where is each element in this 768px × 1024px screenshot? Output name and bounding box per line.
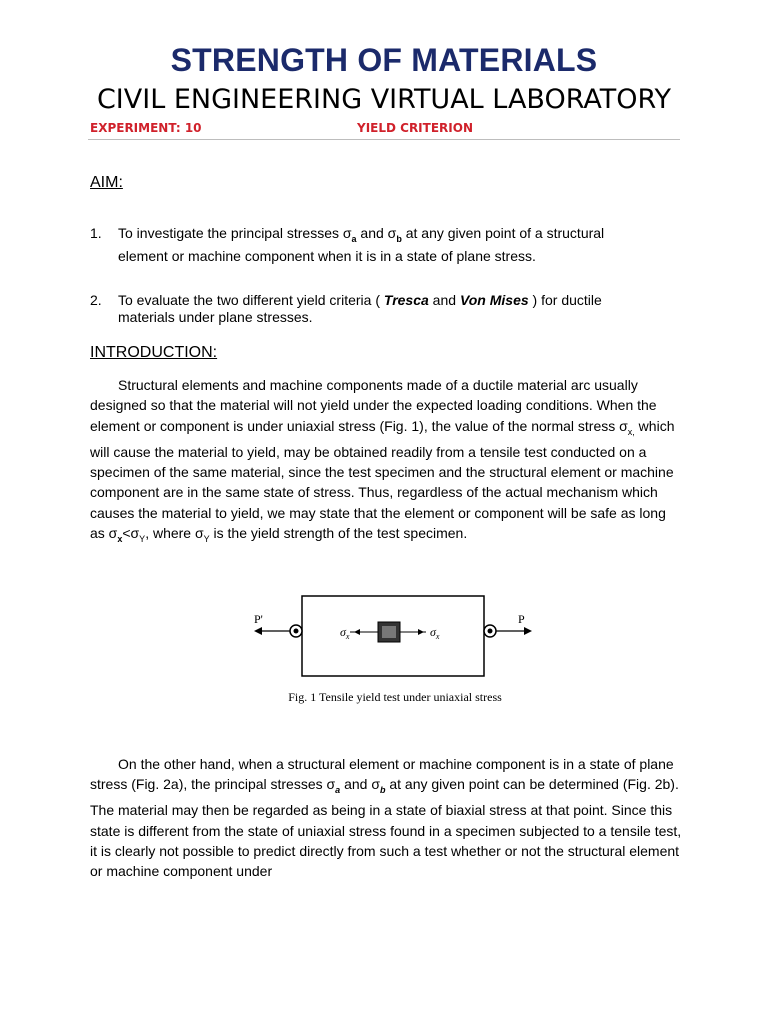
load-label-right: P xyxy=(518,612,525,626)
aim-item-number: 2. xyxy=(90,292,102,308)
aim-heading: AIM: xyxy=(90,174,123,191)
document-subtitle: CIVIL ENGINEERING VIRTUAL LABORATORY xyxy=(96,84,672,115)
load-label-left: P' xyxy=(254,612,263,626)
header-divider xyxy=(88,139,680,140)
document-title: STRENGTH OF MATERIALS xyxy=(170,42,598,78)
aim-item-2 xyxy=(90,292,650,326)
aim-item-text: To investigate the principal stresses $\sigma_a$ and $\sigma_b$ at any given point of a structural element or machine component when it is in a state of plane stress. xyxy=(118,225,605,264)
intro-paragraph-1: Structural elements and machine components made of a ductile material arc usually designed so that the material will not yield under the expected loading conditions. When the element or component is under uniaxial stress (Fig. 1), the value of the normal stress $\sigma_{x,}$ which will cause the material to yield, may be obtained readily from a tensile test conducted on a specimen of the same material, since the test specimen and the structural element or machine component are in the same state of stress. Thus, regardless of the actual mechanism which causes the material to yield, we may state that the element or component will be safe as long as $\sigma_x<\sigma_Y$, where $\sigma_Y$ is the yield strength of the test specimen. xyxy=(90,377,675,544)
aim-item-number: 1. xyxy=(90,225,102,241)
introduction-heading: INTRODUCTION: xyxy=(90,344,218,361)
figure-1-caption: Fig. 1 Tensile yield test under uniaxial stress xyxy=(288,690,502,704)
aim-item-text: To evaluate the two different yield criteria ( Tresca and Von Mises ) for ductile materials under plane stresses. xyxy=(118,292,602,325)
intro-paragraph-2: On the other hand, when a structural element or machine component is in a state of plane stress (Fig. 2a), the principal stresses $\sigma_a$ and $\sigma_b$ at any given point can be determined (Fig. 2b). The material may then be regarded as being in a state of biaxial stress at that point. Since this state is different from the state of uniaxial stress found in a specimen subjected to a tensile test, it is clearly not possible to predict directly from such a test whether or not the structural element or machine component under xyxy=(90,756,682,880)
experiment-topic: YIELD CRITERION xyxy=(357,121,473,135)
aim-item-1 xyxy=(90,225,650,265)
sigma-x-left-label: $\sigma_x$ xyxy=(340,625,350,641)
experiment-number: EXPERIMENT: 10 xyxy=(90,121,202,135)
sigma-x-right-label: $\sigma_x$ xyxy=(430,625,440,641)
